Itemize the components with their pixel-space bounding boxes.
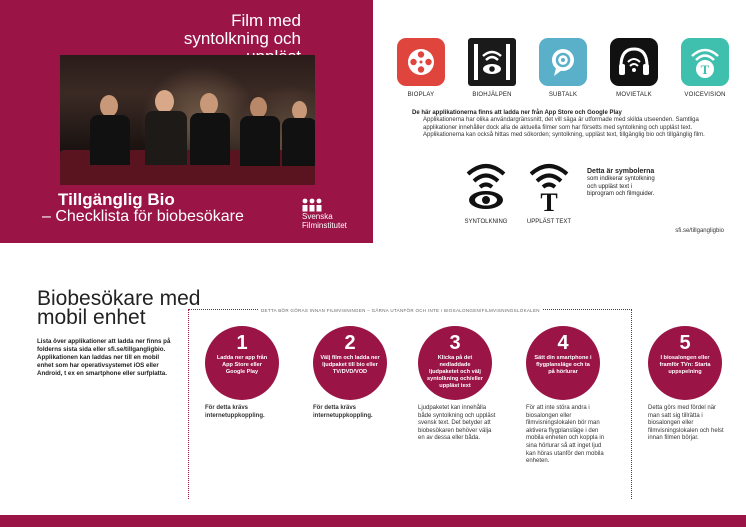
- app-name: MOVIETALK: [616, 92, 652, 98]
- step-circle: [526, 326, 600, 400]
- step-1: [205, 326, 285, 420]
- symbols-explanation-body: som indikerar syntolkning och uppläst text i biprogram och filmguider.: [587, 176, 655, 198]
- app-list: [393, 38, 733, 98]
- step-number: 1: [236, 332, 248, 354]
- step-number: 3: [449, 332, 461, 354]
- symbol-label: SYNTOLKNING: [464, 219, 508, 225]
- uppläst-text-symbol: [521, 160, 577, 225]
- app-tile[interactable]: [681, 38, 729, 86]
- app-item-voicevision[interactable]: [677, 38, 733, 98]
- sfi-logo-mark-icon: [302, 198, 322, 212]
- logo-line: Filminstitutet: [302, 221, 347, 230]
- step-title: Välj film och ladda ner ljudpaket till bio eller TV/DVD/VOD: [320, 355, 380, 375]
- svg-text:T: T: [540, 188, 558, 212]
- section-description: Lista över applikationer att ladda ner finns på folderns sista sida eller sfi.se/tillgangligbio. Applikationen kan laddas ner till en mobil enhet som har operativsystemet iOS eller Android, t ex en smartphone eller surfplatta.: [37, 338, 171, 377]
- app-tile[interactable]: [539, 38, 587, 86]
- app-item-biohjalpen[interactable]: [464, 38, 520, 98]
- symbols-explanation: [587, 168, 657, 199]
- syntolkning-eye-signal-icon: [464, 160, 508, 212]
- cinema-audience-photo: [60, 55, 315, 185]
- app-tile[interactable]: [397, 38, 445, 86]
- step-note: För detta krävs internetuppkoppling.: [313, 405, 373, 419]
- apps-description: Applikationerna har olika användargränssnitt, det vill säga är utformade med skilda utseenden. Samtliga applikationer innehåller dock alla de aktuella filmer som har försetts med syntolkning och uppläst text. Applikationerna kan också hittas med sökorden; syntolkning, uppläst text, tillgänglig bio och tillgänglig film.: [423, 117, 705, 139]
- app-item-subtalk[interactable]: [535, 38, 591, 98]
- step-circle: [205, 326, 279, 400]
- hero-title-line: syntolkning och: [183, 29, 301, 48]
- app-item-movietalk[interactable]: [606, 38, 662, 98]
- step-title: I biosalongen eller framför TVn: Starta uppspelning: [659, 355, 711, 375]
- app-name: SUBTALK: [548, 92, 578, 98]
- headphones-signal-icon: [616, 44, 652, 80]
- t-signal-icon: [687, 44, 723, 80]
- app-name: VOICEVISION: [684, 92, 726, 98]
- step-title: Sätt din smartphone i flygplansläge och ta på hörlurar: [534, 355, 592, 375]
- symbol-label: UPPLÄST TEXT: [526, 219, 572, 225]
- step-title: Klicka på det nedladdade ljudpaketet och välj syntolkning och/eller uppläst text: [427, 355, 483, 389]
- step-note: Ljudpaketet kan innehålla både syntolkning och uppläst svensk text. Det betyder att biobesökaren behöver välja en av dessa eller båda.: [418, 405, 496, 442]
- footer-bar: [0, 515, 746, 527]
- hero-title-line: Film med: [231, 11, 301, 30]
- sfi-website-link[interactable]: sfi.se/tillgangligbio: [675, 228, 724, 234]
- apps-panel: [373, 0, 746, 243]
- cover-subheading: – Checklista för biobesökare: [42, 208, 244, 225]
- step-circle: [648, 326, 722, 400]
- app-tile[interactable]: [610, 38, 658, 86]
- syntolkning-symbol: [461, 160, 511, 225]
- app-tile[interactable]: [468, 38, 516, 86]
- step-circle: [313, 326, 387, 400]
- app-name: BIOPLAY: [407, 92, 435, 98]
- step-note: För detta krävs internetuppkoppling.: [205, 405, 265, 419]
- symbols-explanation-heading: Detta är symbolerna: [587, 168, 655, 175]
- apps-heading: De här applikationerna finns att ladda ner från App Store och Google Play: [412, 110, 622, 116]
- step-circle: [418, 326, 492, 400]
- speech-bubble-icon: [547, 46, 579, 78]
- checklist-section: [0, 243, 746, 515]
- section-title-line: Biobesökare med: [37, 287, 201, 310]
- step-number: 2: [344, 332, 356, 354]
- step-2: [313, 326, 393, 420]
- step-5: [648, 326, 728, 443]
- logo-line: Svenska: [302, 212, 333, 221]
- before-screening-label: DETTA BÖR GÖRAS INNAN FILMVISNINGEN – GÄRNA UTANFÖR OCH INTE I BIOSALONGEN/FILMVISNINGSLOKALEN: [258, 308, 543, 313]
- step-note: För att inte störa andra i biosalongen eller filmvisningslokalen bör man aktivera flygplansläge i den mobila enheten och koppla in sina hörlurar så att inget ljud kan höras utanför den mobila enheten.: [526, 405, 605, 465]
- step-number: 4: [557, 332, 569, 354]
- step-number: 5: [679, 332, 691, 354]
- step-4: [526, 326, 606, 466]
- eye-signal-icon: [472, 42, 512, 82]
- section-title-line: mobil enhet: [37, 306, 146, 329]
- step-3: [418, 326, 498, 443]
- step-title: Ladda ner app från App Store eller Google Play: [216, 355, 268, 375]
- cover-panel: [0, 0, 373, 243]
- app-name: BIOHJÄLPEN: [472, 92, 512, 98]
- uppläst-text-t-signal-icon: [527, 160, 571, 212]
- app-item-bioplay[interactable]: [393, 38, 449, 98]
- film-reel-icon: [405, 46, 437, 78]
- cover-heading: Tillgänglig Bio: [58, 190, 175, 209]
- svg-text:T: T: [700, 62, 710, 77]
- sfi-logo: [302, 198, 347, 230]
- step-note: Detta görs med fördel när man satt sig tillrätta i biosalongen eller filmvisningslokalen och helst innan filmen börjar.: [648, 405, 724, 442]
